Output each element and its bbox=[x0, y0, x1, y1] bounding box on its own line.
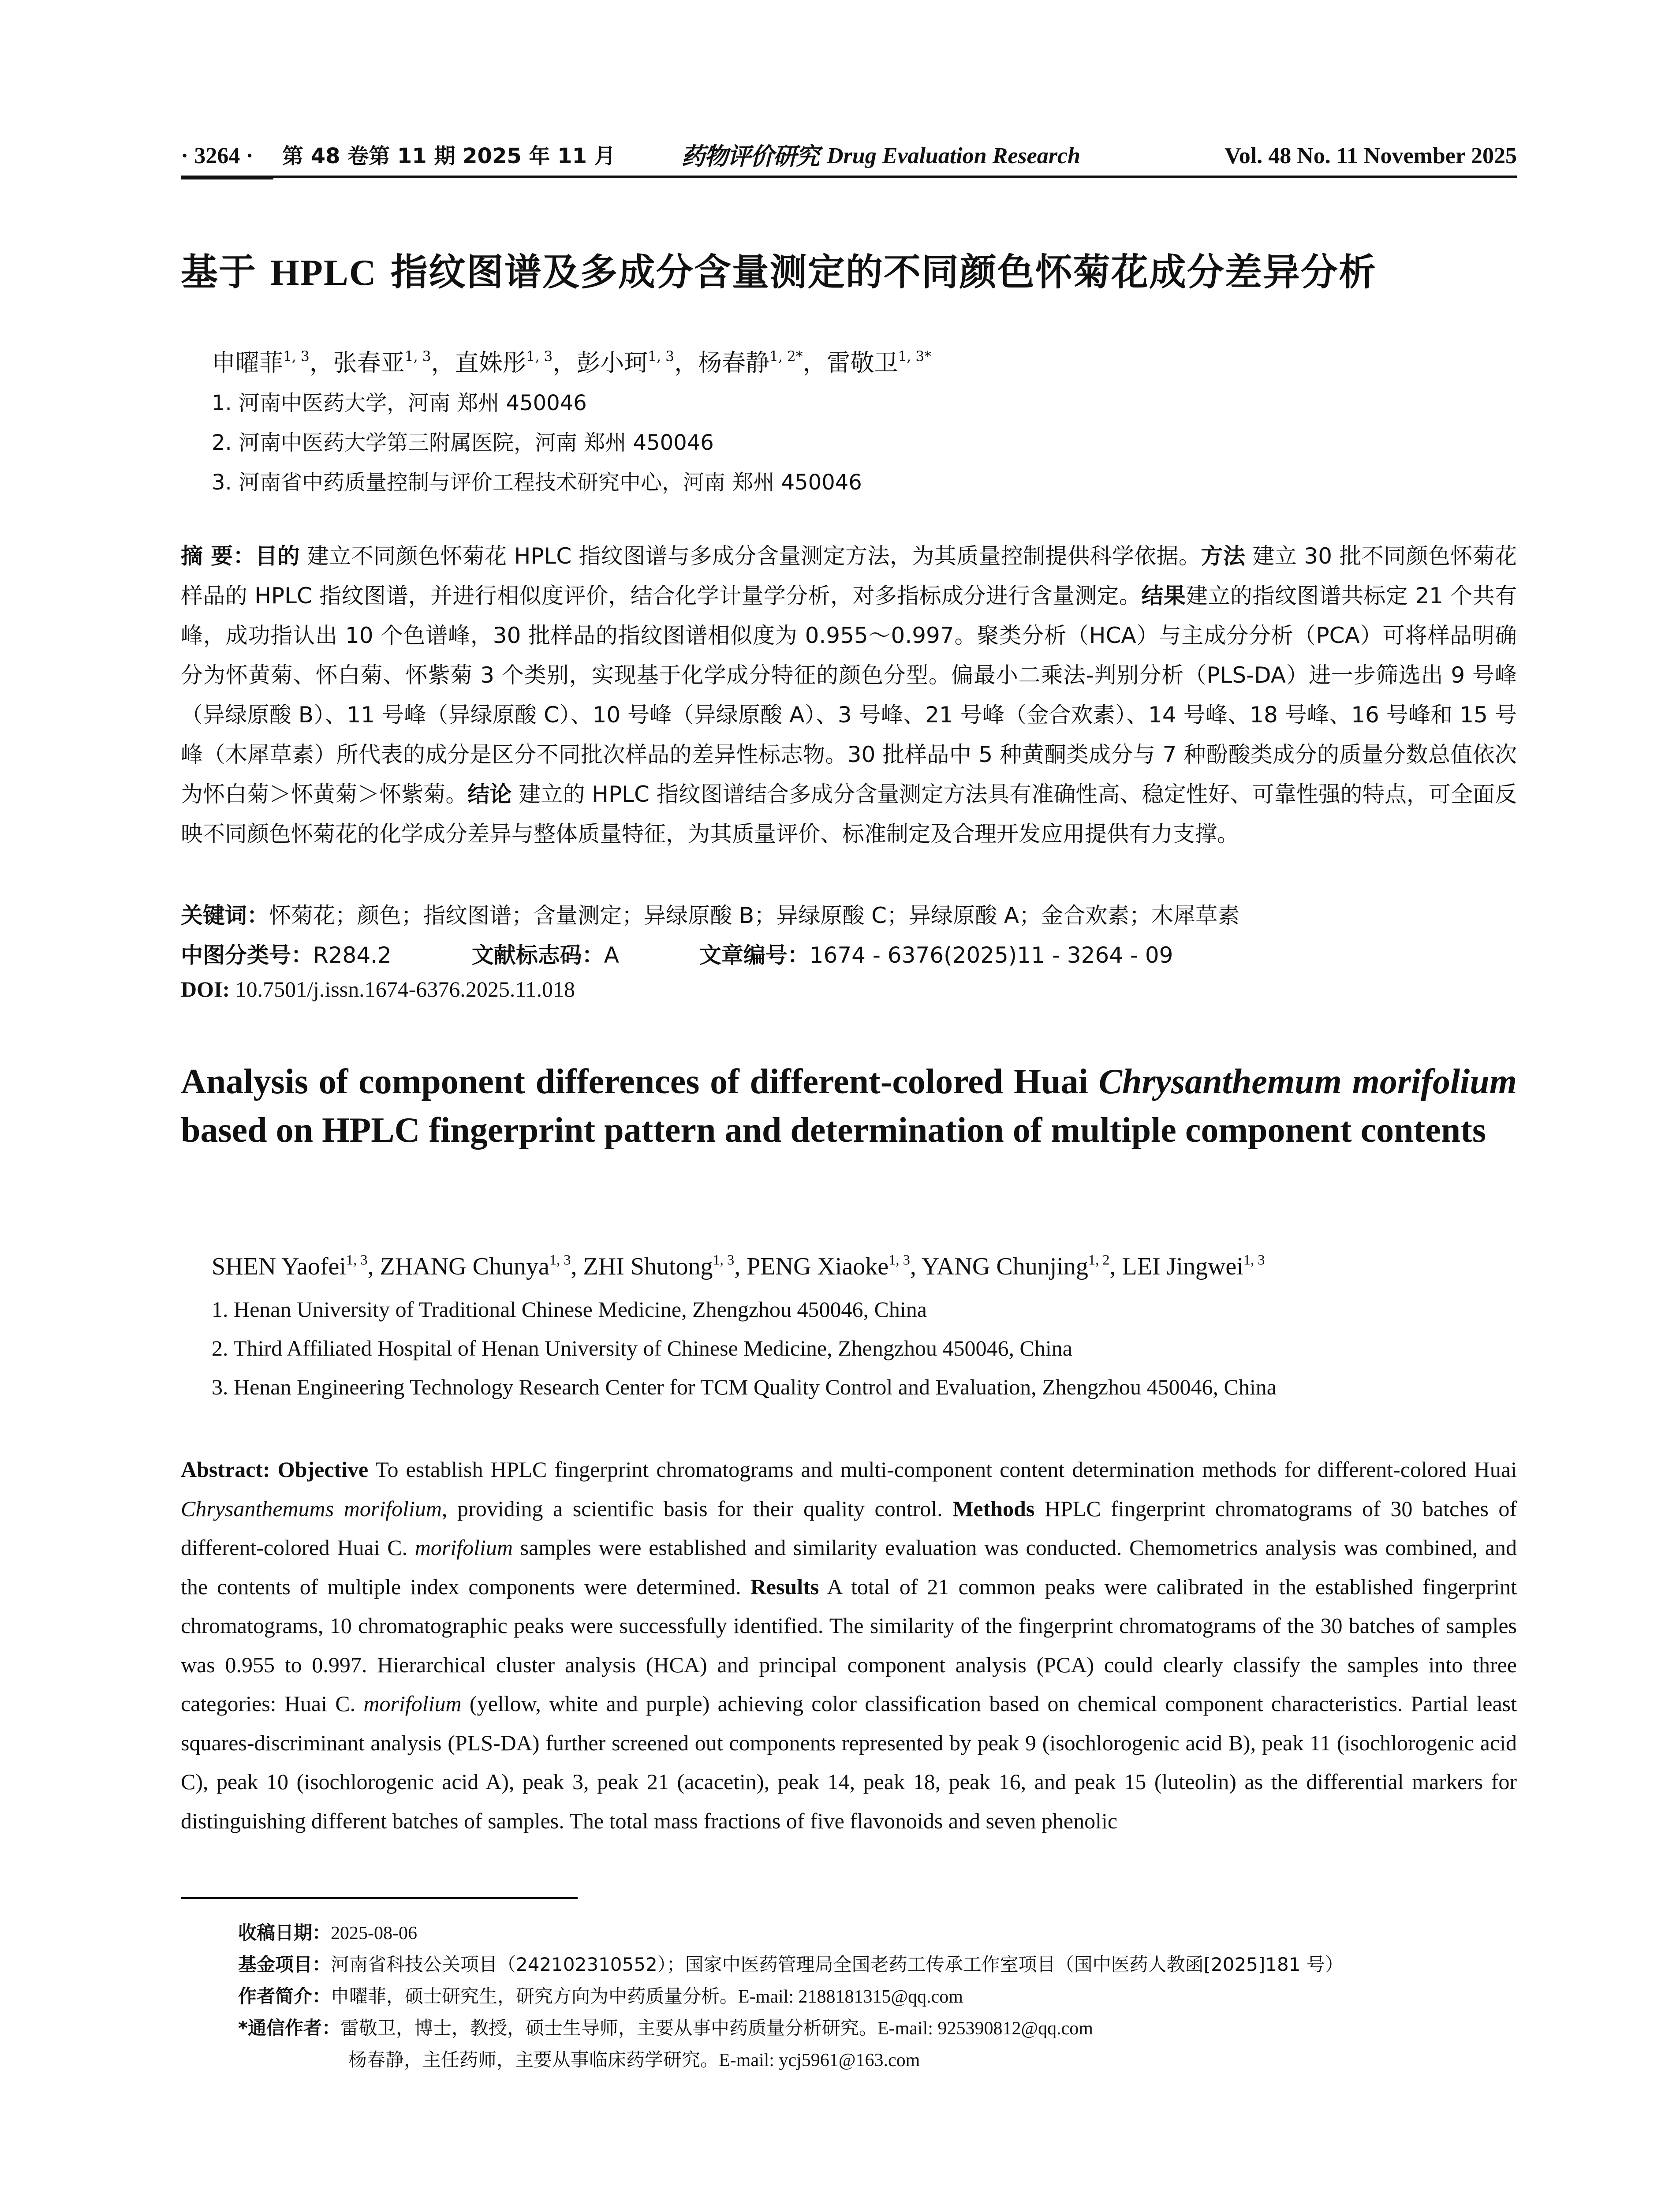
author-name: 彭小珂 bbox=[576, 349, 648, 377]
author-name: SHEN Yaofei bbox=[212, 1253, 346, 1280]
author-separator: ， bbox=[803, 349, 827, 377]
footnote-rule bbox=[181, 1897, 578, 1899]
author-separator: ， bbox=[553, 349, 577, 377]
methods-text: 建立 30 批不同颜色怀菊花样品的 HPLC 指纹图谱，并进行相似度评价，结合化学计量学分析，对多指标成分进行含量测定。 bbox=[181, 543, 1517, 609]
article-no-value: 1674 - 6376(2025)11 - 3264 - 09 bbox=[809, 942, 1173, 968]
doi-link[interactable]: 10.7501/j.issn.1674-6376.2025.11.018 bbox=[230, 977, 575, 1002]
author-name: LEI Jingwei bbox=[1122, 1253, 1243, 1280]
footnote-fund bbox=[238, 1950, 1344, 1977]
affiliation-en-1: 1. Henan University of Traditional Chinese Medicine, Zhengzhou 450046, China bbox=[212, 1297, 927, 1322]
title-en-part: based on HPLC fingerprint pattern and determination of multiple component contents bbox=[181, 1111, 1486, 1150]
affiliation-cn-1: 1. 河南中医药大学，河南 郑州 450046 bbox=[212, 391, 587, 415]
objective-label: 目的 bbox=[255, 543, 300, 569]
author-name: 张春亚 bbox=[333, 349, 405, 377]
author-separator: ， bbox=[431, 349, 455, 377]
abstract-cn bbox=[181, 536, 1517, 854]
title-cn-part: 基于 bbox=[181, 250, 271, 294]
classification-row bbox=[181, 938, 1173, 969]
affiliation-en-2: 2. Third Affiliated Hospital of Henan University of Chinese Medicine, Zhengzhou 450046, China bbox=[212, 1336, 1072, 1360]
methods-label: 方法 bbox=[1201, 543, 1246, 569]
corresponding-2-text: 杨春静，主任药师，主要从事临床药学研究。 bbox=[348, 2049, 719, 2070]
methods-en-species: morifolium bbox=[414, 1535, 513, 1560]
doc-code-value: A bbox=[604, 942, 619, 968]
objective-en-text: To establish HPLC fingerprint chromatograms and multi-component content determination methods for different-colored Huai bbox=[368, 1457, 1517, 1482]
header-rule-accent bbox=[181, 176, 273, 179]
page-number: · 3264 · bbox=[181, 143, 254, 168]
results-en-species: morifolium bbox=[363, 1691, 462, 1716]
author-intro-email[interactable]: E-mail: 2188181315@qq.com bbox=[738, 1987, 963, 2007]
received-label: 收稿日期： bbox=[238, 1922, 331, 1943]
title-cn-part: 指纹图谱及多成分含量测定的不同颜色怀菊花成分差异分析 bbox=[377, 250, 1377, 294]
keywords-cn bbox=[181, 898, 1239, 930]
fund-text: 河南省科技公关项目（242102310552）；国家中医药管理局全国老药工传承工作室项目（国中医药人教函[2025]181 号） bbox=[331, 1954, 1344, 1975]
doc-code-label: 文献标志码： bbox=[471, 942, 604, 968]
corresponding-1-email[interactable]: E-mail: 925390812@qq.com bbox=[877, 2018, 1093, 2039]
title-en-part: Analysis of component differences of different-colored Huai bbox=[181, 1062, 1099, 1101]
objective-en-text: , providing a scientific basis for their quality control. bbox=[442, 1496, 953, 1521]
footnote-author-intro bbox=[238, 1982, 963, 2008]
methods-en-label: Methods bbox=[952, 1496, 1035, 1521]
abstract-en bbox=[181, 1450, 1517, 1840]
footnote-corresponding-2 bbox=[348, 2045, 920, 2072]
author-name: ZHI Shutong bbox=[583, 1253, 713, 1280]
author-name: 申曜菲 bbox=[212, 349, 283, 377]
article-no-label: 文章编号： bbox=[699, 942, 810, 968]
author-affiliation-marker: 1, 3 bbox=[346, 1252, 368, 1268]
journal-logo: 药物评价研究 bbox=[681, 142, 819, 170]
abstract-en-label: Abstract: bbox=[181, 1457, 270, 1482]
footnote-corresponding bbox=[238, 2014, 1093, 2040]
author-list-cn bbox=[212, 344, 931, 378]
issue-cn: 第 48 卷第 11 期 2025 年 11 月 bbox=[282, 144, 616, 168]
author-affiliation-marker: 1, 3* bbox=[898, 349, 931, 365]
author-name: 杨春静 bbox=[698, 349, 770, 377]
conclusion-text: 建立的 HPLC 指纹图谱结合多成分含量测定方法具有准确性高、稳定性好、可靠性强的特点，可全面反映不同颜色怀菊花的化学成分差异与整体质量特征，为其质量评价、标准制定及合理开发应用提供有力支撑。 bbox=[181, 781, 1517, 847]
corresponding-label: *通信作者： bbox=[238, 2017, 340, 2039]
author-affiliation-marker: 1, 2* bbox=[769, 349, 803, 365]
corresponding-2-email[interactable]: E-mail: ycj5961@163.com bbox=[719, 2050, 920, 2070]
results-label: 结果 bbox=[1141, 583, 1186, 609]
affiliation-cn-2: 2. 河南中医药大学第三附属医院，河南 郑州 450046 bbox=[212, 430, 714, 455]
author-name: PENG Xiaoke bbox=[747, 1253, 889, 1280]
title-cn-hplc: HPLC bbox=[270, 252, 377, 293]
running-header bbox=[181, 140, 1517, 172]
author-name: ZHANG Chunya bbox=[380, 1253, 549, 1280]
author-separator: ， bbox=[309, 349, 333, 377]
author-affiliation-marker: 1, 3 bbox=[889, 1252, 910, 1268]
author-name: 雷敬卫 bbox=[826, 349, 898, 377]
results-en-label: Results bbox=[750, 1574, 819, 1599]
conclusion-label: 结论 bbox=[467, 781, 512, 807]
author-affiliation-marker: 1, 3 bbox=[404, 349, 431, 365]
methods-en-text: samples were established and similarity evaluation was conducted. Chemometrics analysis was combined, and the contents of multiple index components were determined. bbox=[181, 1535, 1517, 1599]
objective-en-species: Chrysanthemums morifolium bbox=[181, 1496, 442, 1521]
keywords-text: 怀菊花；颜色；指纹图谱；含量测定；异绿原酸 B；异绿原酸 C；异绿原酸 A；金合欢素；木犀草素 bbox=[269, 903, 1240, 928]
article-title-cn bbox=[181, 243, 1377, 296]
methods-en-text: HPLC fingerprint chromatograms of 30 batches of different-colored Huai C. bbox=[181, 1496, 1517, 1560]
affiliation-cn-3: 3. 河南省中药质量控制与评价工程技术研究中心，河南 郑州 450046 bbox=[212, 470, 862, 495]
author-intro-label: 作者简介： bbox=[238, 1985, 331, 2007]
author-separator: , bbox=[1109, 1253, 1122, 1280]
author-affiliation-marker: 1, 3 bbox=[713, 1252, 735, 1268]
author-name: 直姝彤 bbox=[455, 349, 526, 377]
author-separator: , bbox=[734, 1253, 747, 1280]
journal-name-en: Drug Evaluation Research bbox=[827, 143, 1080, 168]
title-en-species: Chrysanthemum morifolium bbox=[1098, 1062, 1517, 1101]
author-separator: ， bbox=[674, 349, 698, 377]
keywords-label: 关键词： bbox=[181, 903, 269, 928]
header-rule bbox=[181, 176, 1517, 178]
objective-en-label: Objective bbox=[270, 1457, 369, 1482]
clc-label: 中图分类号： bbox=[181, 942, 313, 968]
results-text: 建立的指纹图谱共标定 21 个共有峰，成功指认出 10 个色谱峰，30 批样品的指纹图谱相似度为 0.955～0.997。聚类分析（HCA）与主成分分析（PCA）可将样品明确分为怀黄菊、怀白菊、怀紫菊 3 个类别，实现基于化学成分特征的颜色分型。偏最小二乘法-判别分析（PLS-DA）进一步筛选出 9 号峰（异绿原酸 B）、11 号峰（异绿原酸 C）、10 号峰（异绿原酸 A）、3 号峰、21 号峰（金合欢素）、14 号峰、18 号峰、16 号峰和 15 号峰（木犀草素）所代表的成分是区分不同批次样品的差异性标志物。30 批样品中 5 种黄酮类成分与 7 种酚酸类成分的质量分数总值依次为怀白菊＞怀黄菊＞怀紫菊。 bbox=[181, 583, 1517, 807]
author-affiliation-marker: 1, 3 bbox=[283, 349, 310, 365]
affiliation-en-3: 3. Henan Engineering Technology Research Center for TCM Quality Control and Evaluation, Zhengzhou 450046, China bbox=[212, 1375, 1277, 1399]
objective-text: 建立不同颜色怀菊花 HPLC 指纹图谱与多成分含量测定方法，为其质量控制提供科学依据。 bbox=[299, 543, 1201, 569]
clc-value: R284.2 bbox=[313, 942, 392, 968]
article-title-en bbox=[181, 1058, 1517, 1155]
author-affiliation-marker: 1, 3 bbox=[648, 349, 675, 365]
author-separator: , bbox=[571, 1253, 583, 1280]
footnote-received bbox=[238, 1918, 417, 1945]
author-affiliation-marker: 1, 3 bbox=[1243, 1252, 1265, 1268]
results-en-text: (yellow, white and purple) achieving color classification based on chemical component characteristics. Partial least squares-discriminant analysis (PLS-DA) further screened out components represented by peak 9 (isochlorogenic acid B), peak 11 (isochlorogenic acid C), peak 10 (isochlorogenic acid A), peak 3, peak 21 (acacetin), peak 14, peak 18, peak 16, and peak 15 (luteolin) as the differential markers for distinguishing different batches of samples. The total mass fractions of five flavonoids and seven phenolic bbox=[181, 1691, 1517, 1833]
author-list-en bbox=[212, 1252, 1265, 1281]
author-separator: , bbox=[910, 1253, 922, 1280]
corresponding-1-text: 雷敬卫，博士，教授，硕士生导师，主要从事中药质量分析研究。 bbox=[340, 2017, 877, 2039]
author-separator: , bbox=[367, 1253, 380, 1280]
author-affiliation-marker: 1, 2 bbox=[1088, 1252, 1110, 1268]
issue-en: Vol. 48 No. 11 November 2025 bbox=[1225, 143, 1517, 168]
doi-label: DOI: bbox=[181, 977, 230, 1002]
author-name: YANG Chunjing bbox=[921, 1253, 1088, 1280]
author-intro-text: 申曜菲，硕士研究生，研究方向为中药质量分析。 bbox=[331, 1985, 739, 2007]
author-affiliation-marker: 1, 3 bbox=[549, 1252, 571, 1268]
results-en-text: A total of 21 common peaks were calibrated in the established fingerprint chromatograms, 10 chromatographic peaks were successfully identified. The similarity of the fingerprint chromatograms of the 30 batches of samples was 0.955 to 0.997. Hierarchical cluster analysis (HCA) and principal component analysis (PCA) could clearly classify the samples into three categories: Huai C. bbox=[181, 1574, 1517, 1716]
fund-label: 基金项目： bbox=[238, 1954, 331, 1975]
doi-row bbox=[181, 976, 575, 1002]
author-affiliation-marker: 1, 3 bbox=[526, 349, 553, 365]
received-date: 2025-08-06 bbox=[331, 1923, 417, 1943]
abstract-label: 摘 要： bbox=[181, 543, 255, 569]
